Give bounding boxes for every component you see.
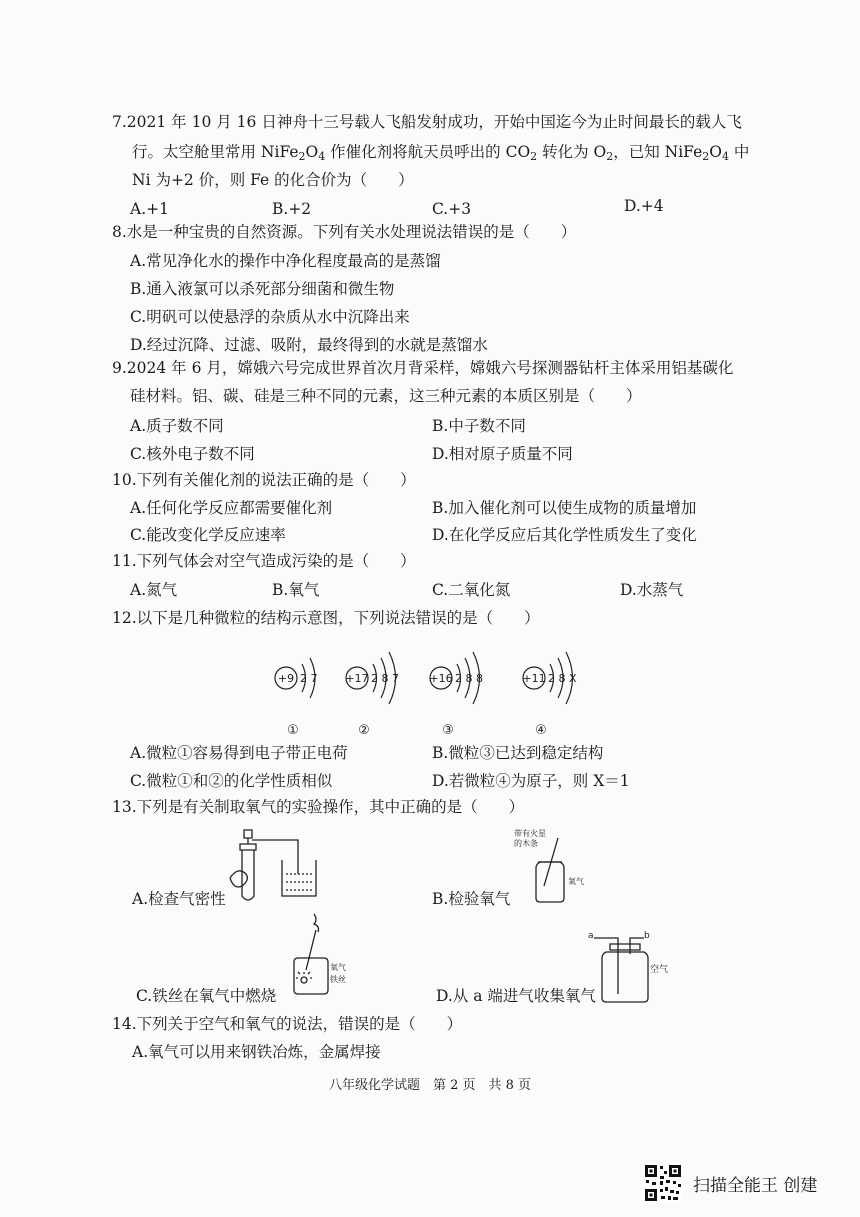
figure-test-oxygen xyxy=(504,826,604,906)
q11-option-b: B.氧气 xyxy=(272,581,320,599)
atomic-structure-diagrams xyxy=(260,636,600,742)
particle3-shells: 2 8 8 xyxy=(455,672,483,685)
q7-option-a: A.+1 xyxy=(130,200,169,218)
q9-option-a: A.质子数不同 xyxy=(130,417,224,435)
q7-option-c: C.+3 xyxy=(432,200,472,218)
q8-option-b: B.通入液氯可以杀死部分细菌和微生物 xyxy=(130,280,395,298)
figure-iron-burning xyxy=(286,912,360,998)
particle2-label: ② xyxy=(358,723,370,738)
particle1-shells: 2 7 xyxy=(300,672,318,685)
scanner-watermark xyxy=(643,1163,843,1203)
q13-option-a: A.检查气密性 xyxy=(132,890,226,908)
q10-option-c: C.能改变化学反应速率 xyxy=(130,526,286,544)
figure-gas-collection-bottle xyxy=(584,926,700,1006)
qr-code-icon xyxy=(643,1163,683,1203)
particle4-label: ④ xyxy=(535,723,547,738)
q10-stem: 10.下列有关催化剂的说法正确的是（ ） xyxy=(112,471,416,489)
q9-option-c: C.核外电子数不同 xyxy=(130,445,255,463)
q12-stem: 12.以下是几种微粒的结构示意图，下列说法错误的是（ ） xyxy=(112,609,540,627)
q11-stem: 11.下列气体会对空气造成污染的是（ ） xyxy=(112,552,416,570)
q11-option-d: D.水蒸气 xyxy=(620,581,684,599)
page-footer: 八年级化学试题 第 2 页 共 8 页 xyxy=(328,1078,532,1093)
q11-option-a: A.氮气 xyxy=(130,581,178,599)
q14-stem: 14.下列关于空气和氧气的说法，错误的是（ ） xyxy=(112,1015,463,1033)
q14-option-a: A.氧气可以用来钢铁冶炼，金属焊接 xyxy=(132,1043,381,1061)
q12-option-c: C.微粒①和②的化学性质相似 xyxy=(130,772,333,790)
q7-line3: Ni 为+2 价，则 Fe 的化合价为（ ） xyxy=(132,171,414,189)
q10-option-d: D.在化学反应后其化学性质发生了变化 xyxy=(432,526,697,544)
figB-label-side: 氧气 xyxy=(568,877,584,886)
q8-option-d: D.经过沉降、过滤、吸附，最终得到的水就是蒸馏水 xyxy=(130,336,488,354)
particle3-nucleus: +16 xyxy=(429,672,453,685)
q7-option-d: D.+4 xyxy=(624,197,664,215)
particle2-nucleus: +17 xyxy=(345,672,369,685)
figD-label-a: a xyxy=(588,931,594,941)
q10-option-b: B.加入催化剂可以使生成物的质量增加 xyxy=(432,499,697,517)
q13-option-c: C.铁丝在氧气中燃烧 xyxy=(136,987,277,1005)
q12-option-a: A.微粒①容易得到电子带正电荷 xyxy=(130,744,348,762)
q9-line2: 硅材料。铝、碳、硅是三种不同的元素，这三种元素的本质区别是（ ） xyxy=(130,387,642,405)
q13-stem: 13.下列是有关制取氧气的实验操作，其中正确的是（ ） xyxy=(112,798,525,816)
particle4-shells: 2 8 X xyxy=(548,672,577,685)
particle1-label: ① xyxy=(287,723,299,738)
q13-option-d: D.从 a 端进气收集氧气 xyxy=(436,987,596,1005)
watermark-text: 扫描全能王 创建 xyxy=(693,1176,818,1196)
figD-label-air: 空气 xyxy=(650,965,669,975)
q11-option-c: C.二氧化氮 xyxy=(432,581,511,599)
q10-option-a: A.任何化学反应都需要催化剂 xyxy=(130,499,333,517)
q12-option-b: B.微粒③已达到稳定结构 xyxy=(432,744,604,762)
figure-airtightness-check xyxy=(226,826,330,910)
figD-label-b: b xyxy=(644,931,650,941)
q9-option-d: D.相对原子质量不同 xyxy=(432,445,573,463)
particle2-shells: 2 8 7 xyxy=(371,672,399,685)
q9-option-b: B.中子数不同 xyxy=(432,417,526,435)
q8-option-a: A.常见净化水的操作中净化程度最高的是蒸馏 xyxy=(130,252,441,270)
particle4-nucleus: +11 xyxy=(522,672,546,685)
q8-stem: 8.水是一种宝贵的自然资源。下列有关水处理说法错误的是（ ） xyxy=(112,223,577,241)
q12-option-d: D.若微粒④为原子，则 X＝1 xyxy=(432,772,630,790)
figB-label-top2: 的木条 xyxy=(514,839,538,848)
particle1-nucleus: +9 xyxy=(277,672,295,685)
figC-label-oxygen: 氧气 xyxy=(330,963,346,972)
figC-label-wire: 铁丝 xyxy=(330,975,346,984)
q7-option-b: B.+2 xyxy=(272,200,312,218)
particle3-label: ③ xyxy=(442,723,454,738)
q7-line2: 行。太空舱里常用 $NiFe_2O_4$ 作催化剂将航天员呼出的 $CO_2$ 转化为 $O_2$，已知 $NiFe_2O_4$ 中 xyxy=(132,143,750,163)
q13-option-b: B.检验氧气 xyxy=(432,890,511,908)
q7-line1: 7.2021 年 10 月 16 日神舟十三号载人飞船发射成功，开始中国迄今为止时间最长的载人飞 xyxy=(112,113,742,131)
q8-option-c: C.明矾可以使悬浮的杂质从水中沉降出来 xyxy=(130,308,410,326)
q9-line1: 9.2024 年 6 月，嫦娥六号完成世界首次月背采样，嫦娥六号探测器钻杆主体采用铝基碳化 xyxy=(112,359,734,377)
figB-label-top1: 带有火星 xyxy=(514,829,546,838)
